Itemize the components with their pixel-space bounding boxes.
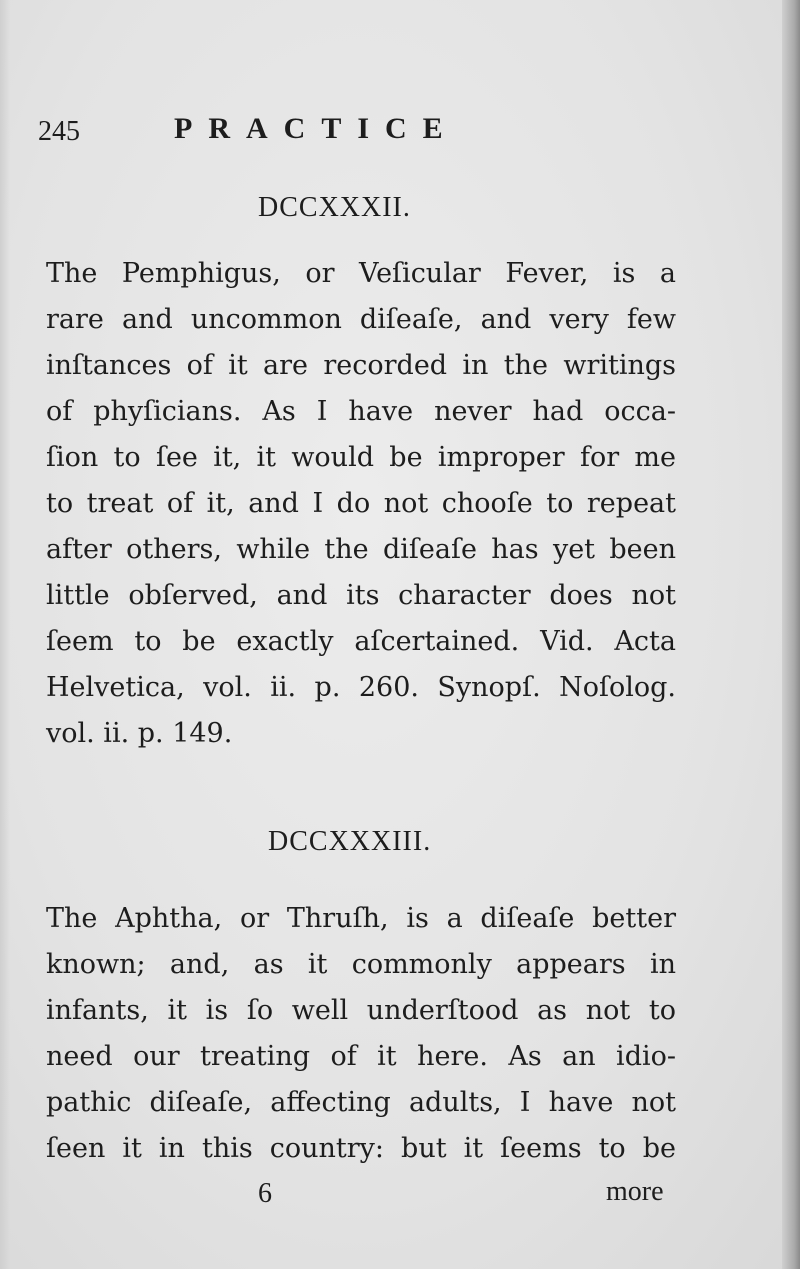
signature-mark: 6 — [258, 1178, 272, 1209]
catchword: more — [606, 1176, 664, 1207]
section-heading-dccxxxii: DCCXXXII. — [258, 192, 411, 223]
text-line: inſtances of it are recorded in the writings — [46, 350, 676, 381]
text-line: ſion to ſee it, it would be improper for me — [46, 442, 676, 473]
page-header — [38, 112, 738, 152]
paragraph-aphtha — [46, 896, 676, 1172]
text-line: known; and, as it commonly appears in — [46, 949, 676, 980]
text-line: The Aphtha, or Thruſh, is a diſeaſe better — [46, 903, 676, 934]
text-line: ſeen it in this country: but it ſeems to be — [46, 1133, 676, 1164]
running-head: PRACTICE — [174, 112, 459, 145]
text-line: little obſerved, and its character does not — [46, 580, 676, 611]
paragraph-pemphigus — [46, 251, 676, 757]
text-line: to treat of it, and I do not chooſe to repeat — [46, 488, 676, 519]
text-line: pathic diſeaſe, affecting adults, I have not — [46, 1087, 676, 1118]
text-line: ſeem to be exactly aſcertained. Vid. Acta — [46, 626, 676, 657]
text-line: rare and uncommon diſeaſe, and very few — [46, 304, 676, 335]
text-line: vol. ii. p. 149. — [46, 718, 233, 749]
text-line: need our treating of it here. As an idio- — [46, 1041, 676, 1072]
text-line: Helvetica, vol. ii. p. 260. Synopſ. Noſolog. — [46, 672, 676, 703]
page-gutter-shadow — [782, 0, 800, 1269]
text-line: after others, while the diſeaſe has yet been — [46, 534, 676, 565]
page-number: 245 — [38, 116, 80, 147]
text-line: of phyſicians. As I have never had occa- — [46, 396, 676, 427]
page-left-shadow — [0, 0, 10, 1269]
section-heading-dccxxxiii: DCCXXXIII. — [268, 826, 432, 857]
text-line: infants, it is ſo well underſtood as not to — [46, 995, 676, 1026]
text-line: The Pemphigus, or Veſicular Fever, is a — [46, 258, 676, 289]
